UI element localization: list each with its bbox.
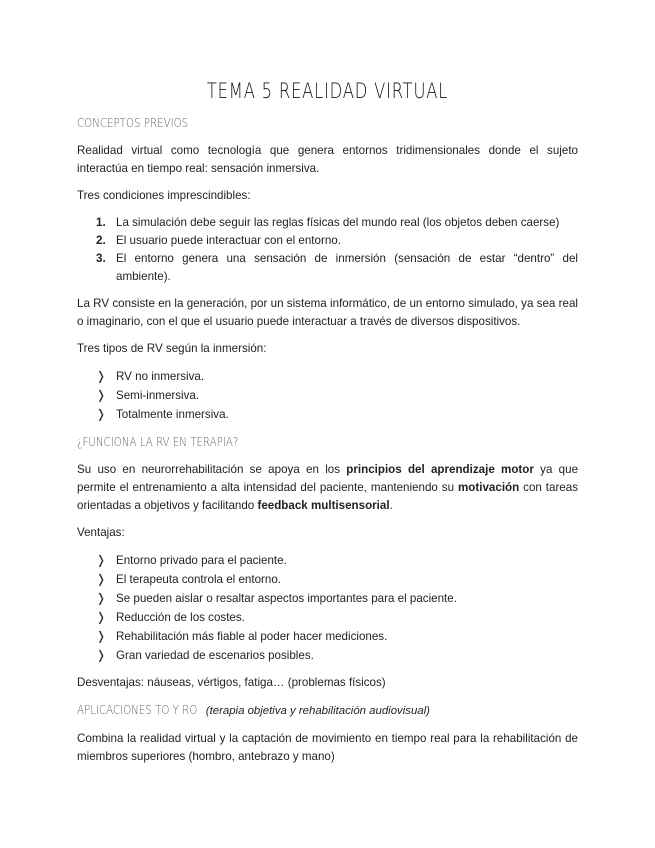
chevron-right-icon: ❭	[96, 553, 107, 567]
list-item-text: El terapeuta controla el entorno.	[116, 573, 281, 586]
text-run: ya que permite el entrenamiento a alta intensidad del paciente, manteniendo su	[77, 463, 579, 494]
bold-text: feedback multisensorial	[257, 499, 390, 512]
list-item-text: La simulación debe seguir las reglas físicas del mundo real (los objetos deben caerse)	[116, 216, 560, 229]
list-item-text: El usuario puede interactuar con el entorno.	[116, 234, 341, 247]
applications-paragraph: Combina la realidad virtual y la captación de movimiento en tiempo real para la rehabilitación de miembros superiores (hombro, antebrazo y mano)	[77, 732, 578, 763]
list-number: 1.	[96, 216, 106, 229]
list-item-text: Totalmente inmersiva.	[116, 408, 229, 421]
text-run: Su uso en neurorrehabilitación se apoya en los	[77, 463, 347, 476]
list-item-text: Gran variedad de escenarios posibles.	[116, 649, 314, 662]
chevron-right-icon: ❭	[96, 610, 107, 624]
list-item	[77, 570, 578, 589]
types-label: Tres tipos de RV según la inmersión:	[77, 342, 267, 355]
list-item	[77, 232, 578, 250]
types-list	[77, 367, 578, 424]
section-heading-terapia	[77, 433, 578, 451]
therapy-paragraph	[77, 461, 578, 515]
conditions-list	[77, 214, 578, 286]
list-item-text: Reducción de los costes.	[116, 611, 245, 624]
list-item	[77, 608, 578, 627]
definition-paragraph: La RV consiste en la generación, por un sistema informático, de un entorno simulado, ya sea real o imaginario, con el que el usuario puede interactuar a través de diversos dispositivos.	[77, 297, 578, 328]
list-item	[77, 627, 578, 646]
list-item-text: Entorno privado para el paciente.	[116, 554, 287, 567]
advantages-list	[77, 551, 578, 665]
page-title: TEMA 5 REALIDAD VIRTUAL	[206, 79, 449, 103]
section-heading-text: CONCEPTOS PREVIOS	[77, 115, 189, 130]
chevron-right-icon: ❭	[96, 629, 107, 643]
list-item-text: RV no inmersiva.	[116, 370, 205, 383]
conditions-label: Tres condiciones imprescindibles:	[77, 189, 251, 202]
list-item-text: Rehabilitación más fiable al poder hacer mediciones.	[116, 630, 388, 643]
list-item	[77, 589, 578, 608]
list-item-text: Se pueden aislar o resaltar aspectos importantes para el paciente.	[116, 592, 457, 605]
advantages-label: Ventajas:	[77, 526, 125, 539]
list-number: 2.	[96, 234, 106, 247]
section-heading-note: (terapia objetiva y rehabilitación audiovisual)	[205, 705, 430, 717]
section-heading-text: APLICACIONES TO Y RO	[77, 702, 198, 717]
list-item	[77, 646, 578, 665]
chevron-right-icon: ❭	[96, 572, 107, 586]
list-item	[77, 405, 578, 424]
list-item	[77, 386, 578, 405]
chevron-right-icon: ❭	[96, 591, 107, 605]
text-run: .	[389, 499, 393, 512]
chevron-right-icon: ❭	[96, 648, 107, 662]
list-item-text: Semi-inmersiva.	[116, 389, 200, 402]
text-run: con tareas orientadas a objetivos y facilitando	[77, 481, 578, 512]
list-item	[77, 214, 578, 232]
chevron-right-icon: ❭	[96, 369, 107, 383]
list-item	[77, 551, 578, 570]
bold-text: motivación	[458, 481, 520, 494]
section-heading-conceptos	[77, 114, 578, 132]
list-item-text: El entorno genera una sensación de inmersión (sensación de estar “dentro” del ambiente).	[116, 252, 578, 283]
disadvantages-paragraph: Desventajas: náuseas, vértigos, fatiga… (problemas físicos)	[77, 676, 386, 689]
section-heading-aplicaciones	[77, 701, 578, 720]
intro-paragraph: Realidad virtual como tecnología que genera entornos tridimensionales donde el sujeto interactúa en tiempo real: sensación inmersiva.	[77, 144, 578, 175]
section-heading-text: ¿FUNCIONA LA RV EN TERAPIA?	[77, 434, 239, 449]
list-item	[77, 367, 578, 386]
list-number: 3.	[96, 252, 106, 265]
chevron-right-icon: ❭	[96, 388, 107, 402]
bold-text: principios del aprendizaje motor	[346, 463, 534, 476]
chevron-right-icon: ❭	[96, 407, 107, 421]
list-item	[77, 250, 578, 286]
